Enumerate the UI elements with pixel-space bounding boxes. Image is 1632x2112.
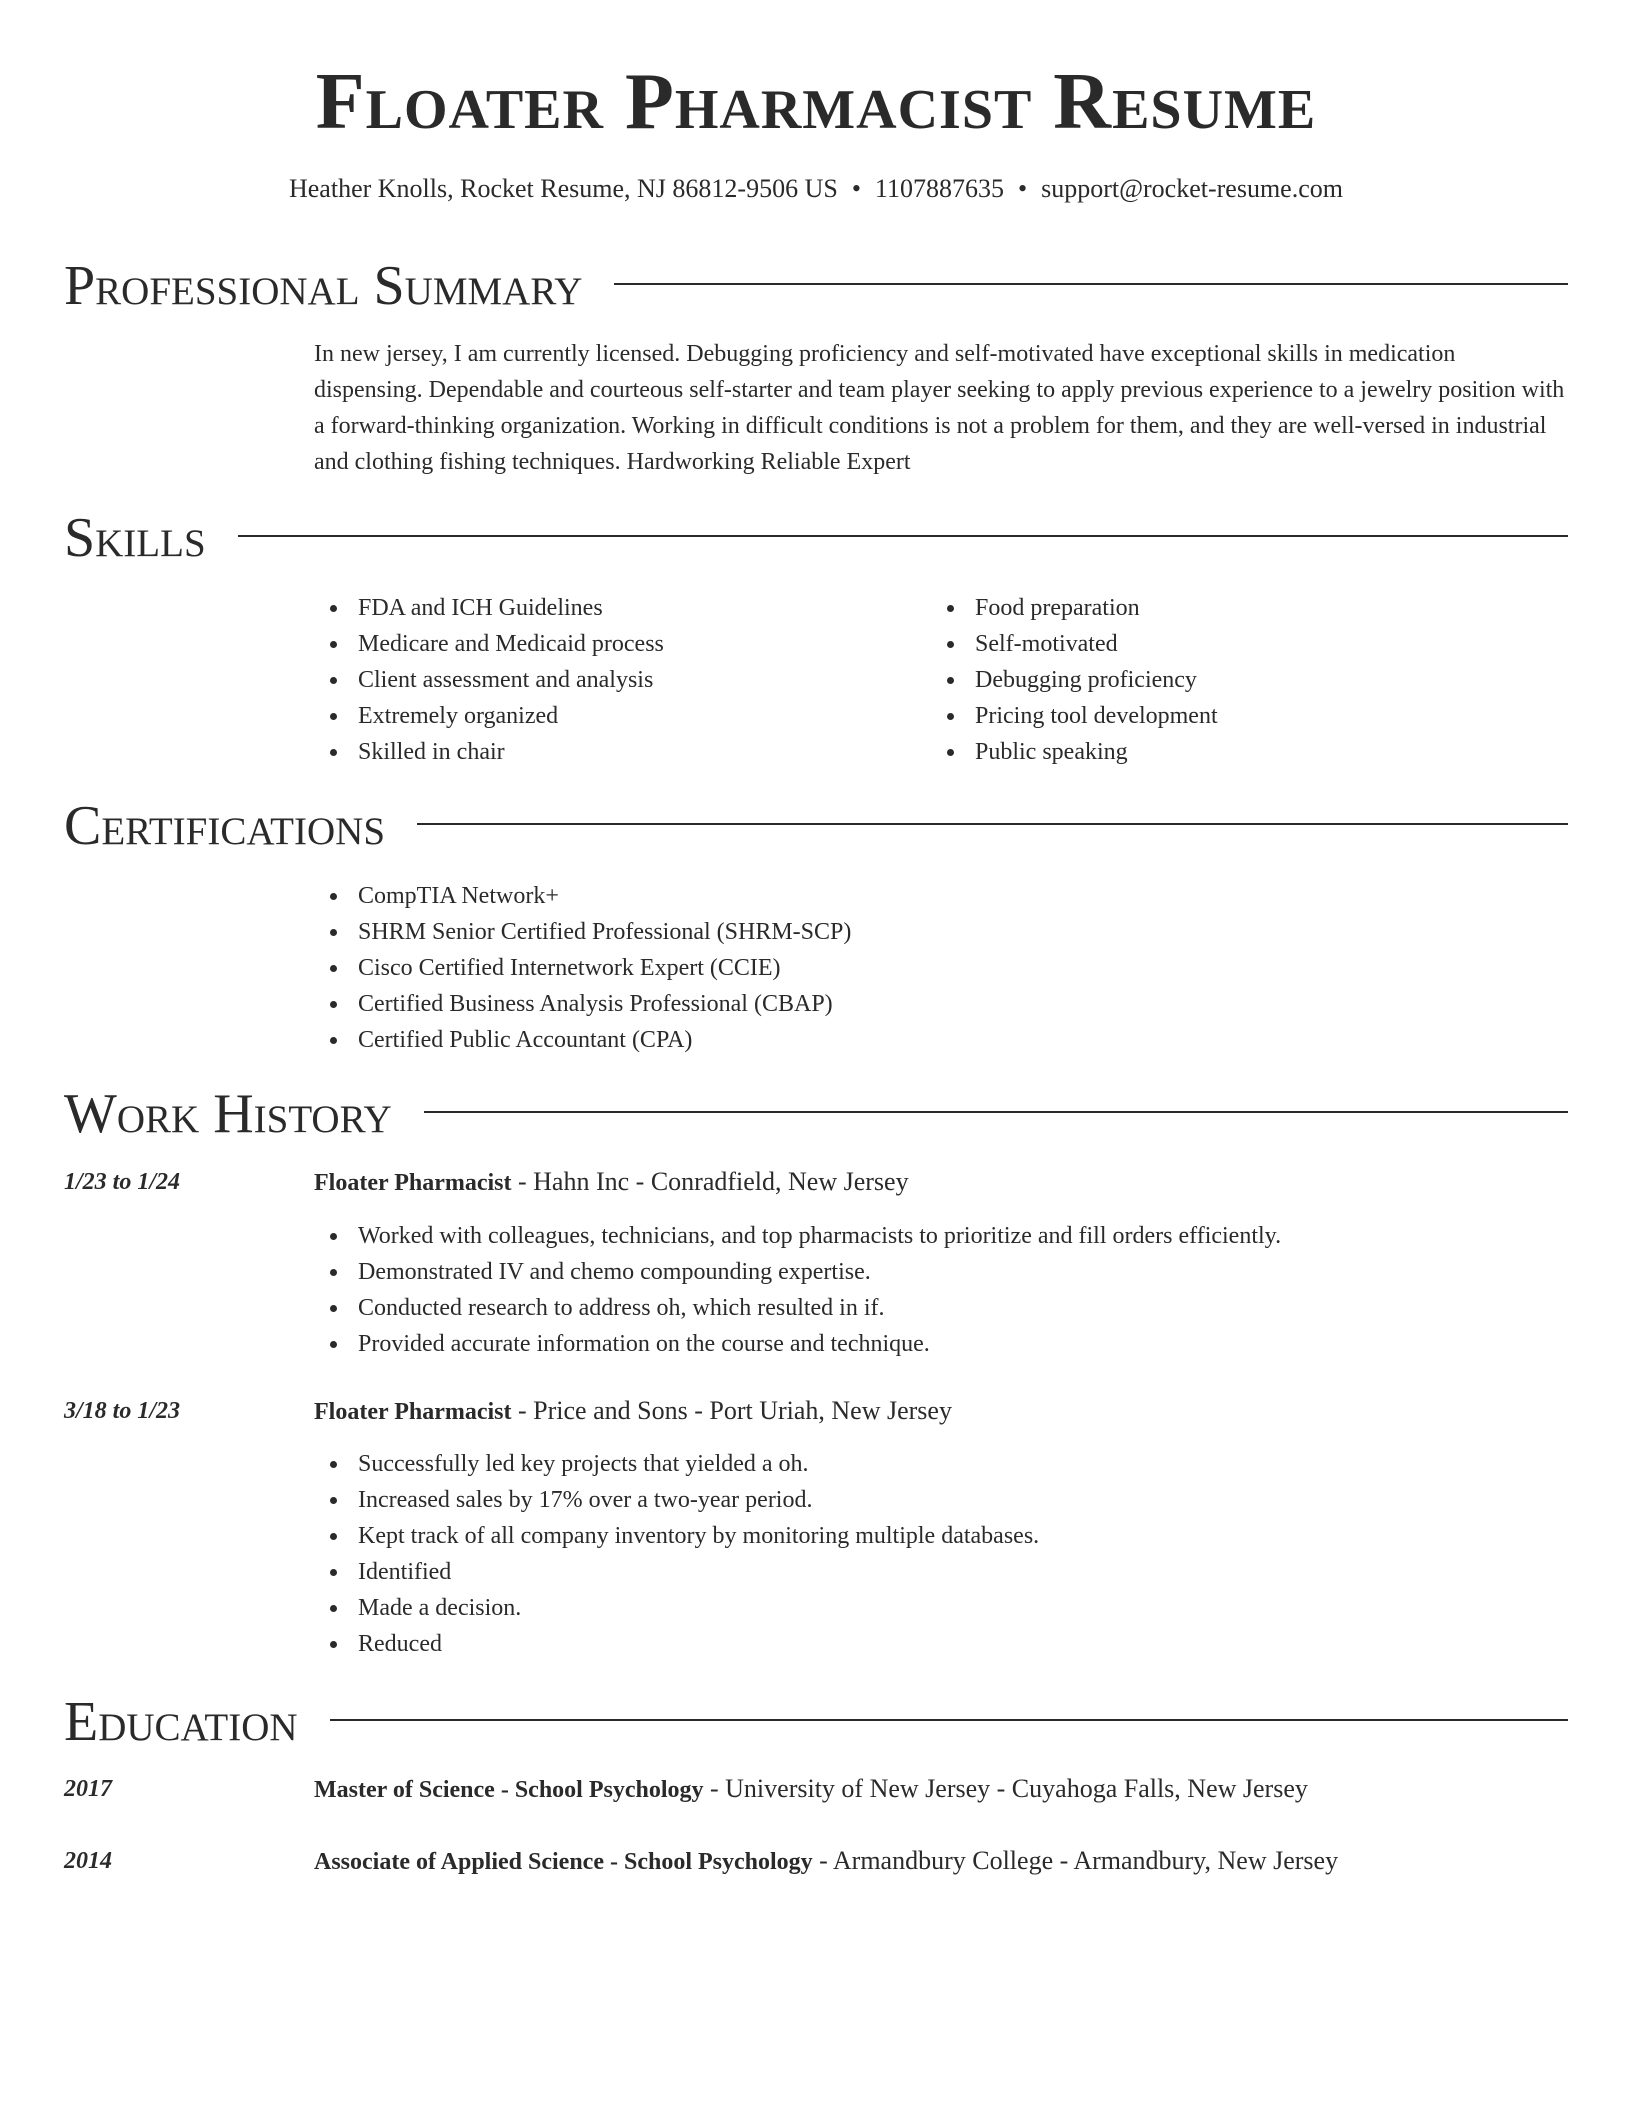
education-entry <box>314 1771 1568 1808</box>
job-bullet: Successfully led key projects that yielded a oh. <box>314 1446 1568 1482</box>
education-degree: Master of Science - School Psychology <box>314 1777 704 1803</box>
certification-item: CompTIA Network+ <box>314 878 1568 914</box>
skills-list <box>314 590 1568 770</box>
skill-item: Medicare and Medicaid process <box>314 626 931 662</box>
job-details: - Hahn Inc - Conradfield, New Jersey <box>511 1167 909 1196</box>
certification-item: Certified Public Accountant (CPA) <box>314 1022 1568 1058</box>
skills-column-right <box>931 590 1548 770</box>
contact-email[interactable]: support@rocket-resume.com <box>1041 174 1343 203</box>
job-bullet: Identified <box>314 1554 1568 1590</box>
skill-item: Pricing tool development <box>931 698 1548 734</box>
education-year: 2017 <box>64 1776 112 1802</box>
section-education-heading <box>64 1692 1568 1752</box>
skill-item: Skilled in chair <box>314 734 931 770</box>
job-title: Floater Pharmacist <box>314 1399 512 1425</box>
section-title: Professional Summary <box>64 255 583 317</box>
job-bullet: Demonstrated IV and chemo compounding expertise. <box>314 1254 1568 1290</box>
section-title: Certifications <box>64 795 386 857</box>
summary-text: In new jersey, I am currently licensed. Debugging proficiency and self-motivated have exceptional skills in medication dispensing. Dependable and courteous self-starter and team player seeking to apply previous experience to a jewelry position with a forward-thinking organization. Working in difficult conditions is not a problem for them, and they are well-versed in industrial and clothing fishing techniques. Hardworking Reliable Expert <box>314 341 1565 475</box>
job-heading <box>314 1164 1568 1201</box>
job-heading <box>314 1393 1568 1430</box>
section-skills-heading <box>64 508 1568 568</box>
contact-separator: • <box>1017 174 1028 203</box>
contact-address: Heather Knolls, Rocket Resume, NJ 86812-9506 US <box>288 174 838 203</box>
job-bullet: Made a decision. <box>314 1590 1568 1626</box>
job-bullets <box>314 1446 1568 1662</box>
job-details: - Price and Sons - Port Uriah, New Jersey <box>511 1396 952 1425</box>
job-dates: 3/18 to 1/23 <box>64 1398 181 1424</box>
certifications-list <box>314 878 1568 1058</box>
section-divider <box>614 283 1568 285</box>
education-year: 2014 <box>64 1848 112 1874</box>
education-details: - University of New Jersey - Cuyahoga Falls, New Jersey <box>703 1774 1308 1803</box>
education-degree: Associate of Applied Science - School Psychology <box>314 1849 813 1875</box>
job-dates: 1/23 to 1/24 <box>64 1169 181 1195</box>
job-bullet: Kept track of all company inventory by monitoring multiple databases. <box>314 1518 1568 1554</box>
contact-phone: 1107887635 <box>874 174 1004 203</box>
skill-item: Food preparation <box>931 590 1548 626</box>
skills-column-left <box>314 590 931 770</box>
job-bullet: Worked with colleagues, technicians, and top pharmacists to prioritize and fill orders efficiently. <box>314 1218 1568 1254</box>
job-bullet: Provided accurate information on the course and technique. <box>314 1326 1568 1362</box>
section-divider <box>424 1111 1568 1113</box>
certification-item: SHRM Senior Certified Professional (SHRM-SCP) <box>314 914 1568 950</box>
skill-item: Debugging proficiency <box>931 662 1548 698</box>
section-certifications-heading <box>64 796 1568 856</box>
job-bullet: Reduced <box>314 1626 1568 1662</box>
education-details: - Armandbury College - Armandbury, New Jersey <box>812 1846 1339 1875</box>
certification-item: Cisco Certified Internetwork Expert (CCIE) <box>314 950 1568 986</box>
job-title: Floater Pharmacist <box>314 1170 512 1196</box>
job-bullets <box>314 1218 1568 1362</box>
job-bullet: Conducted research to address oh, which resulted in if. <box>314 1290 1568 1326</box>
section-summary-heading <box>64 256 1568 316</box>
skill-item: Self-motivated <box>931 626 1548 662</box>
section-title: Education <box>64 1691 298 1753</box>
section-divider <box>330 1719 1568 1721</box>
section-work-heading <box>64 1084 1568 1144</box>
certification-item: Certified Business Analysis Professional (CBAP) <box>314 986 1568 1022</box>
education-entry <box>314 1843 1568 1880</box>
section-title: Work History <box>64 1083 392 1145</box>
resume-title: Floater Pharmacist Resume <box>315 58 1317 146</box>
contact-line <box>0 176 1632 202</box>
section-divider <box>417 823 1568 825</box>
contact-separator: • <box>851 174 861 203</box>
section-divider <box>238 535 1568 537</box>
skill-item: Extremely organized <box>314 698 931 734</box>
skill-item: Public speaking <box>931 734 1548 770</box>
section-title: Skills <box>64 507 206 569</box>
skill-item: FDA and ICH Guidelines <box>314 590 931 626</box>
job-bullet: Increased sales by 17% over a two-year period. <box>314 1482 1568 1518</box>
skill-item: Client assessment and analysis <box>314 662 931 698</box>
